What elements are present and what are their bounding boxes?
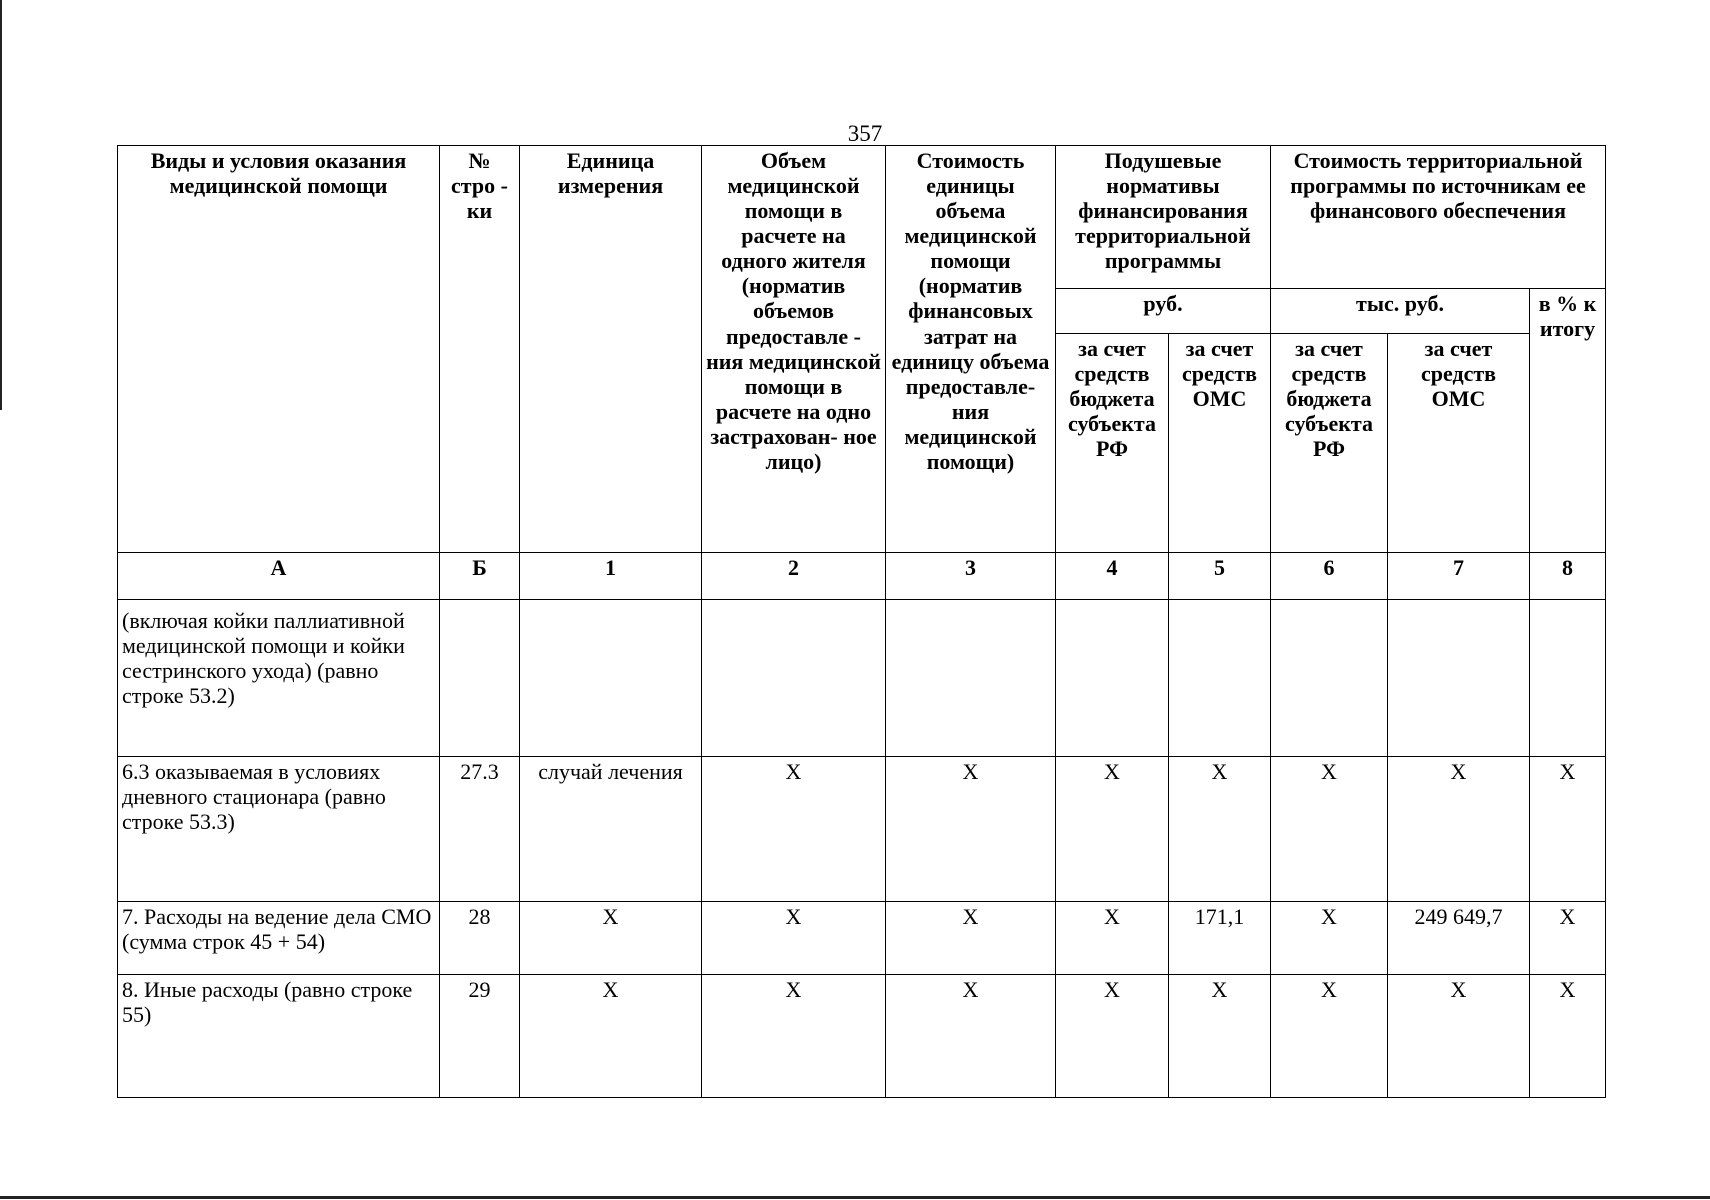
- table-cell: X: [1530, 902, 1606, 975]
- table-cell: X: [520, 902, 702, 975]
- table-row: [118, 975, 1606, 1098]
- column-number: 6: [1271, 553, 1388, 600]
- header-program-cost: Стоимость территориальной программы по источникам ее финансового обеспечения: [1271, 146, 1606, 289]
- table-cell: X: [1056, 902, 1169, 975]
- scan-left-edge: [0, 0, 2, 410]
- page-number: 357: [847, 121, 883, 146]
- header-unit: Единица измерения: [520, 146, 702, 553]
- scan-bottom-edge: [0, 1196, 1710, 1199]
- header-thous-rub: тыс. руб.: [1271, 289, 1530, 334]
- header-oms-cost: за счет средств ОМС: [1388, 334, 1530, 553]
- column-number: 4: [1056, 553, 1169, 600]
- row-name: 7. Расходы на ведение дела СМО (сумма строк 45 + 54): [118, 902, 440, 975]
- table-cell: X: [1271, 757, 1388, 902]
- table-cell: 29: [440, 975, 520, 1098]
- table-cell: X: [886, 975, 1056, 1098]
- table-cell: X: [1388, 757, 1530, 902]
- table-cell: [440, 600, 520, 757]
- table-cell: [886, 600, 1056, 757]
- table-cell: [520, 600, 702, 757]
- table-cell: X: [1530, 757, 1606, 902]
- table-row: [118, 757, 1606, 902]
- header-rub: руб.: [1056, 289, 1271, 334]
- table-cell: [1056, 600, 1169, 757]
- table-cell: X: [1271, 975, 1388, 1098]
- table-cell: X: [702, 902, 886, 975]
- column-number: А: [118, 553, 440, 600]
- table-row: [118, 902, 1606, 975]
- column-number: 3: [886, 553, 1056, 600]
- row-name: 8. Иные расходы (равно строке 55): [118, 975, 440, 1098]
- header-percent: в % к итогу: [1530, 289, 1606, 553]
- table-cell: X: [520, 975, 702, 1098]
- column-number-row: [118, 553, 1606, 600]
- table-cell: [1271, 600, 1388, 757]
- column-number: 2: [702, 553, 886, 600]
- table-cell: X: [702, 975, 886, 1098]
- table-cell: X: [886, 902, 1056, 975]
- header-per-capita: Подушевые нормативы финансирования территориальной программы: [1056, 146, 1271, 289]
- table-cell: X: [1056, 975, 1169, 1098]
- table-cell: [1530, 600, 1606, 757]
- table-cell: X: [886, 757, 1056, 902]
- column-number: 5: [1169, 553, 1271, 600]
- column-number: Б: [440, 553, 520, 600]
- table-cell: X: [1530, 975, 1606, 1098]
- header-volume: Объем медицинской помощи в расчете на одного жителя (норматив объемов предоставле - ния медицинской помощи в расчете на одно застрахован- ное лицо): [702, 146, 886, 553]
- table-cell: X: [702, 757, 886, 902]
- header-row-no: № стро - ки: [440, 146, 520, 553]
- table-cell: 28: [440, 902, 520, 975]
- column-number: 8: [1530, 553, 1606, 600]
- table-cell: [1388, 600, 1530, 757]
- table-cell: 249 649,7: [1388, 902, 1530, 975]
- table-cell: 171,1: [1169, 902, 1271, 975]
- row-name: 6.3 оказываемая в условиях дневного стационара (равно строке 53.3): [118, 757, 440, 902]
- table-cell: X: [1056, 757, 1169, 902]
- column-number: 1: [520, 553, 702, 600]
- table-cell: X: [1169, 975, 1271, 1098]
- table-cell: [702, 600, 886, 757]
- table-row: [118, 600, 1606, 757]
- header-kind: Виды и условия оказания медицинской помощи: [118, 146, 440, 553]
- table-cell: 27.3: [440, 757, 520, 902]
- row-name: (включая койки паллиативной медицинской помощи и койки сестринского ухода) (равно строке 53.2): [118, 600, 440, 757]
- table-cell: случай лечения: [520, 757, 702, 902]
- table-cell: X: [1271, 902, 1388, 975]
- header-budget-per-capita: за счет средств бюджета субъекта РФ: [1056, 334, 1169, 553]
- financing-table: [117, 145, 1606, 1098]
- table-cell: [1169, 600, 1271, 757]
- column-number: 7: [1388, 553, 1530, 600]
- table-cell: X: [1169, 757, 1271, 902]
- header-budget-cost: за счет средств бюджета субъекта РФ: [1271, 334, 1388, 553]
- header-cost: Стоимость единицы объема медицинской помощи (норматив финансовых затрат на единицу объема предоставле- ния медицинской помощи): [886, 146, 1056, 553]
- table-cell: X: [1388, 975, 1530, 1098]
- header-oms-per-capita: за счет средств ОМС: [1169, 334, 1271, 553]
